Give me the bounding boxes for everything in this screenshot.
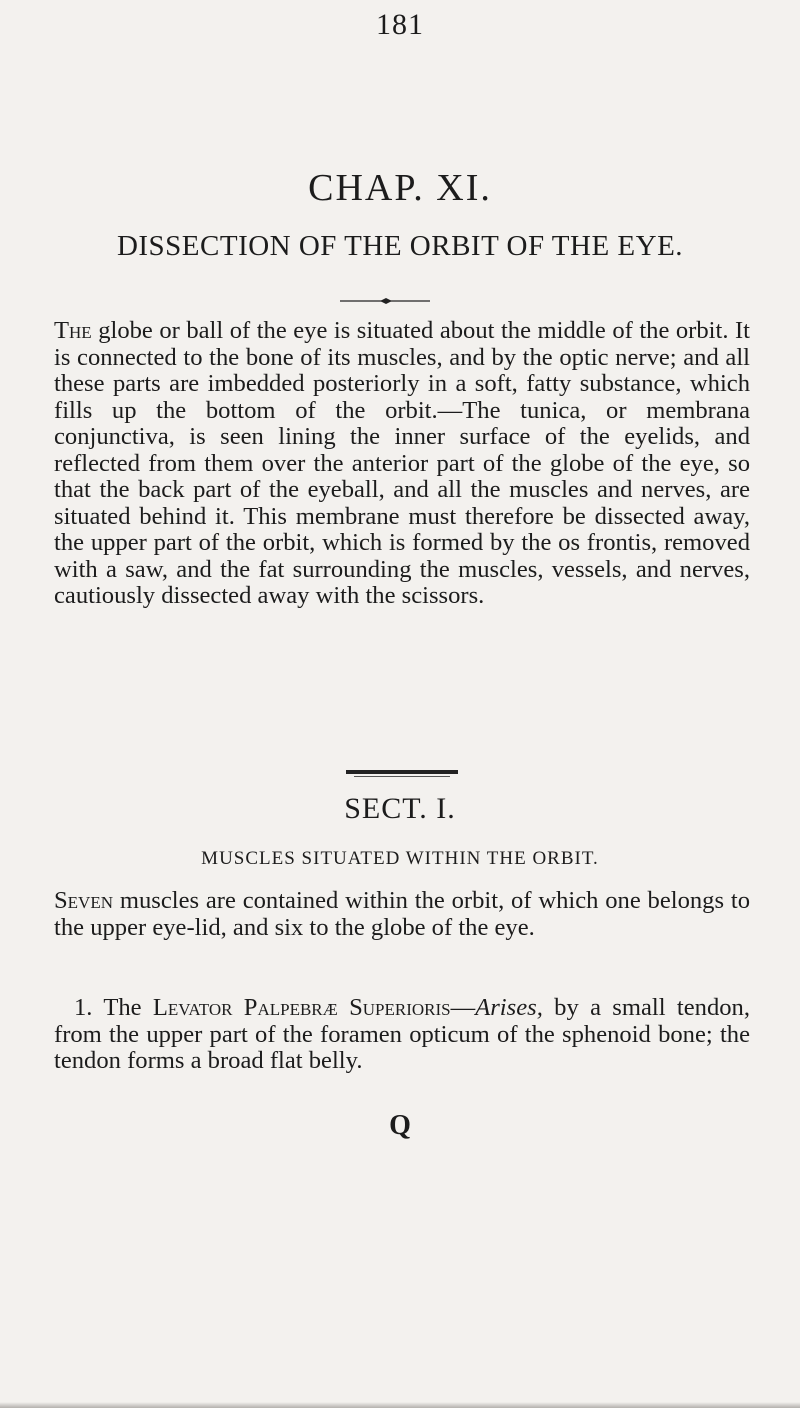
em-dash: — xyxy=(450,994,476,1021)
page-edge-shadow xyxy=(0,1402,800,1408)
item-number: 1. The xyxy=(74,994,142,1021)
paragraph-text: by a small tendon, from the upper part of the foramen opticum of the sphenoid bone; the tendon forms a broad flat belly. xyxy=(54,994,750,1074)
ornament-divider xyxy=(340,296,430,306)
chapter-heading: CHAP. XI. xyxy=(308,167,492,209)
signature-mark: Q xyxy=(389,1110,411,1141)
page-number: 181 xyxy=(376,8,424,41)
section-rule-thin xyxy=(354,776,450,777)
paragraph-muscles xyxy=(54,888,750,941)
section-heading: SECT. I. xyxy=(344,792,456,825)
arises-word: Arises, xyxy=(475,994,543,1021)
muscle-name: Levator Palpebræ Superioris xyxy=(152,994,451,1021)
section-rule xyxy=(346,770,458,774)
paragraph-text: globe or ball of the eye is situated about the middle of the orbit. It is connected to the bone of its muscles, and by the optic nerve; and all these parts are imbedded posteriorly in a soft, fatty substance, which fills up the bottom of the orbit.—The tunica, or membrana conjunctiva, is seen lining the inner surface of the eyelids, and reflected from them over the anterior part of the globe of the eye, so that the back part of the eyeball, and all the muscles and nerves, are situated behind it. This membrane must therefore be dissected away, the upper part of the orbit, which is formed by the os frontis, removed with a saw, and the fat surrounding the muscles, vessels, and nerves, cautiously dissected away with the scissors. xyxy=(54,317,750,609)
section-title: MUSCLES SITUATED WITHIN THE ORBIT. xyxy=(201,848,599,869)
drop-lead-word: The xyxy=(54,317,92,344)
paragraph-levator xyxy=(54,995,750,1075)
lead-word: Seven xyxy=(54,887,114,914)
paragraph-text: muscles are contained within the orbit, of which one belongs to the upper eye-lid, and six to the globe of the eye. xyxy=(54,887,750,941)
chapter-title: DISSECTION OF THE ORBIT OF THE EYE. xyxy=(116,230,684,262)
paragraph-intro xyxy=(54,318,750,610)
